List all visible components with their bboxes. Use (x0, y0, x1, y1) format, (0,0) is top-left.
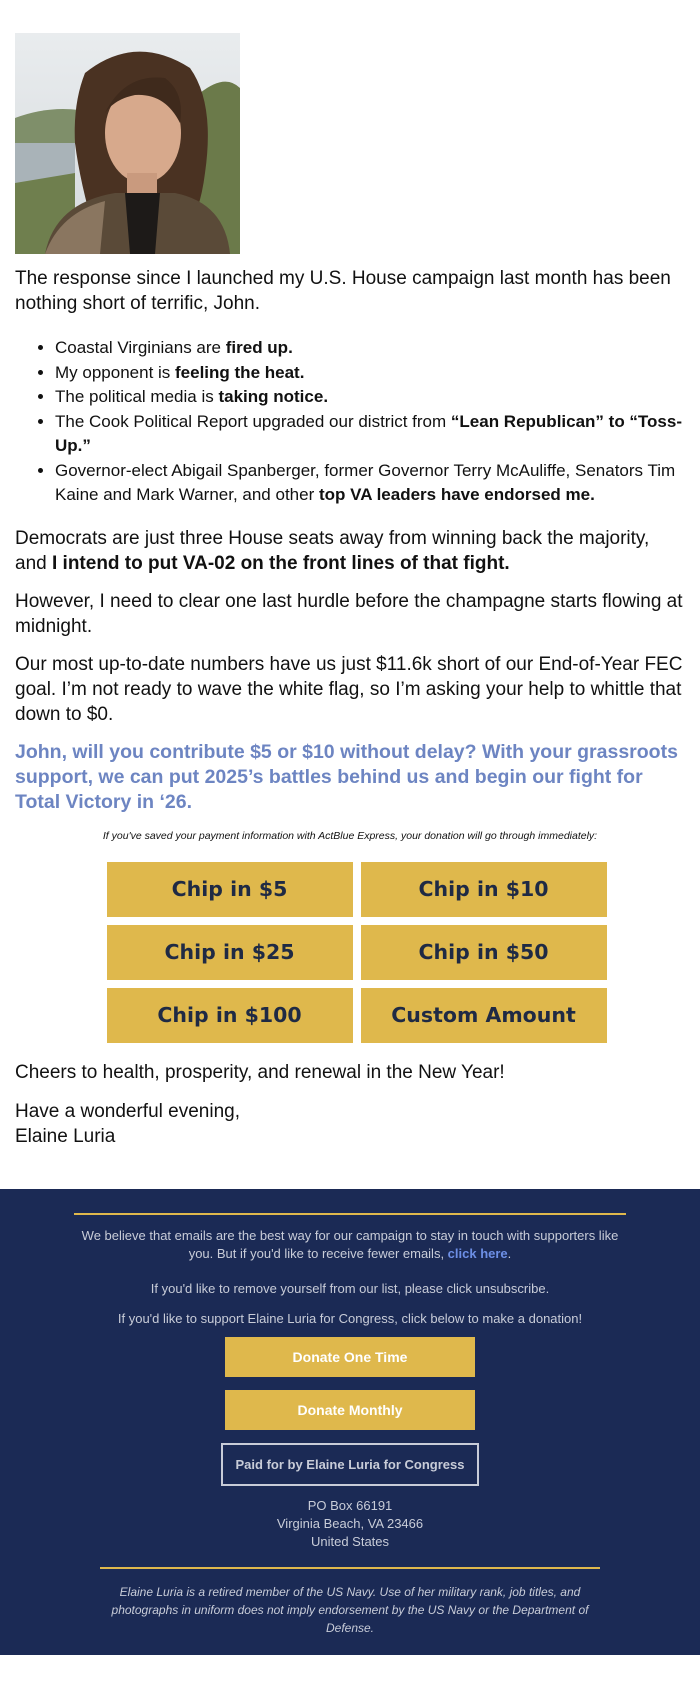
donation-ask: John, will you contribute $5 or $10 without delay? With your grassroots support, we can put 2025’s battles behind us and begin our fight for Total Victory in ‘26. (15, 740, 678, 813)
signoff: Have a wonderful evening, Elaine Luria (15, 1100, 240, 1147)
donate-monthly-button[interactable]: Donate Monthly (225, 1390, 475, 1430)
chip-in-5-button[interactable]: Chip in $5 (107, 862, 353, 917)
list-item: • Coastal Virginians are fired up. (55, 336, 685, 361)
mailing-address: PO Box 66191 Virginia Beach, VA 23466 United States (276, 1497, 424, 1549)
list-item: • Governor-elect Abigail Spanberger, former Governor Terry McAuliffe, Senators Tim Kaine and Mark Warner, and other top VA leaders have endorsed me. (55, 459, 685, 508)
chip-in-50-button[interactable]: Chip in $50 (361, 925, 607, 980)
click-here-link[interactable]: click here (447, 1245, 508, 1261)
closing-line: Cheers to health, prosperity, and renewal in the New Year! (15, 1061, 505, 1083)
however-paragraph: However, I need to clear one last hurdle before the champagne starts flowing at midnight. (15, 590, 683, 637)
actblue-note: If you've saved your payment information with ActBlue Express, your donation will go through immediately: (102, 829, 598, 842)
signature: Elaine Luria (15, 1125, 116, 1147)
chip-in-100-button[interactable]: Chip in $100 (107, 988, 353, 1043)
footer-divider-bottom (100, 1567, 600, 1569)
list-item: • The Cook Political Report upgraded our district from “Lean Republican” to “Toss-Up.” (55, 410, 685, 459)
numbers-paragraph: Our most up-to-date numbers have us just $11.6k short of our End-of-Year FEC goal. I’m not ready to wave the white flag, so I’m asking your help to whittle that down to $0. (15, 653, 683, 725)
chip-in-grid (97, 862, 604, 1043)
chip-in-25-button[interactable]: Chip in $25 (107, 925, 353, 980)
paid-for-box: Paid for by Elaine Luria for Congress (221, 1443, 479, 1486)
list-item: • The political media is taking notice. (55, 385, 685, 410)
candidate-photo (15, 33, 240, 254)
unsubscribe-text[interactable]: If you'd like to remove yourself from our list, please click unsubscribe. (150, 1280, 550, 1296)
custom-amount-button[interactable]: Custom Amount (361, 988, 607, 1043)
fewer-emails-text: We believe that emails are the best way for our campaign to stay in touch with supporters like you. But if you'd like to receive fewer emails, click here. (81, 1227, 619, 1261)
donate-one-time-button[interactable]: Donate One Time (225, 1337, 475, 1377)
footer (0, 1189, 700, 1655)
list-item: • My opponent is feeling the heat. (55, 361, 685, 386)
highlights-list (55, 336, 685, 508)
support-text: If you'd like to support Elaine Luria for Congress, click below to make a donation! (117, 1310, 583, 1326)
intro-paragraph: The response since I launched my U.S. House campaign last month has been nothing short of terrific, John. (15, 268, 671, 314)
footer-divider (74, 1213, 626, 1215)
democrats-paragraph: Democrats are just three House seats away from winning back the majority, and I intend to put VA-02 on the front lines of that fight. (15, 527, 650, 574)
military-disclaimer: Elaine Luria is a retired member of the US Navy. Use of her military rank, job titles, and photographs in uniform does not imply endorsement by the US Navy or the Department of Defense. (111, 1584, 589, 1635)
chip-in-10-button[interactable]: Chip in $10 (361, 862, 607, 917)
